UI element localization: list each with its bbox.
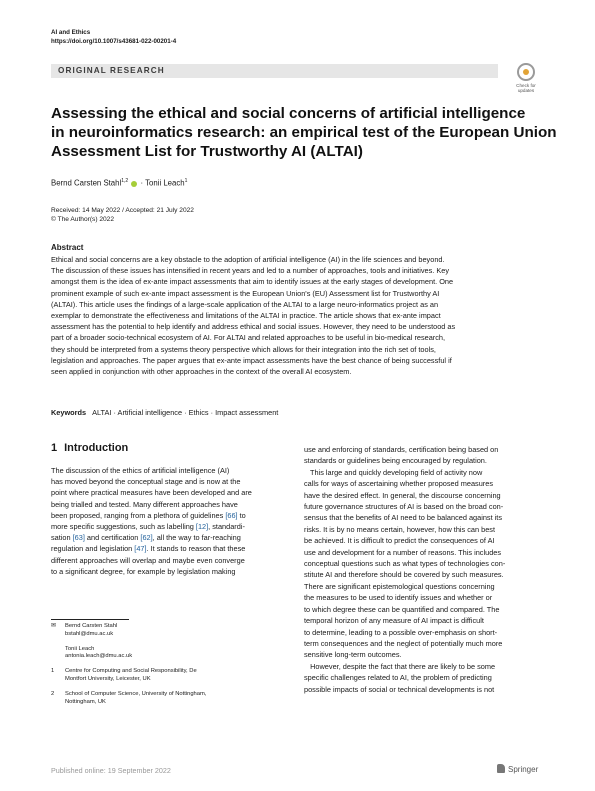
body-column-right — [304, 444, 546, 695]
body-line: temporal horizon of any measure of AI impact is difficult — [304, 616, 484, 626]
publisher-name: Springer — [508, 765, 539, 774]
published-date: Published online: 19 September 2022 — [51, 766, 171, 775]
body-line — [51, 487, 293, 498]
check-for-updates-badge[interactable] — [509, 63, 543, 99]
section-heading — [51, 442, 135, 454]
affiliation-number: 1 — [51, 668, 55, 675]
section-number: 1 — [51, 442, 58, 454]
affiliation-entry — [51, 691, 291, 707]
body-line — [51, 499, 293, 510]
body-line — [51, 465, 293, 476]
citation-link[interactable]: [12] — [195, 522, 209, 532]
received-accepted: Received: 14 May 2022 / Accepted: 21 July 2022 — [51, 207, 194, 214]
section-tag: ORIGINAL RESEARCH — [51, 64, 498, 78]
abstract-line: part of a broader socio-technical ecosystem of AI. For ALTAI and related approaches to be useful in bio-medical research, — [51, 333, 446, 343]
author-name[interactable]: Tonii Leach — [145, 178, 185, 188]
body-line: sensus that the benefits of AI need to be balanced against its — [304, 513, 503, 523]
copyright: © The Author(s) 2022 — [51, 215, 115, 223]
doi-link[interactable]: https://doi.org/10.1007/s43681-022-00201-4 — [51, 38, 177, 45]
affiliation-text: Centre for Computing and Social Responsibility, De — [65, 668, 197, 675]
body-text: , all the way to far-reaching — [152, 533, 241, 543]
abstract-line: (ALTAI). This article uses the findings of a large-scale application of the ALTAI to a large neuro-informatics project as an — [51, 299, 439, 309]
body-line — [51, 566, 293, 577]
body-text: more specific suggestions, such as labelling — [51, 522, 196, 532]
footnotes — [51, 623, 291, 706]
article-title — [51, 104, 557, 161]
body-text: being trialled and tested. Many different approaches have — [51, 499, 238, 509]
body-text: . It stands to reason that these — [146, 544, 246, 554]
body-line: the measures to be used to identify issues and whether or — [304, 593, 493, 603]
body-line: use and enforcing of standards, certification being based on — [304, 445, 499, 454]
citation-link[interactable]: [66] — [225, 510, 238, 520]
citation-link[interactable]: [47] — [134, 544, 147, 554]
title-line: Assessing the ethical and social concerns of artificial intelligence — [51, 105, 526, 122]
body-line: use and development for a number of reasons. This includes — [304, 547, 502, 557]
body-line: calls for ways of ascertaining whether proposed measures — [304, 479, 493, 489]
author-separator: · — [138, 178, 146, 188]
body-line: future governance structures of AI is based on the broad con- — [304, 502, 504, 512]
author-affiliation: 1,2 — [121, 178, 129, 184]
body-line: risks. It is by no means certain, however, how this can best — [304, 524, 496, 534]
abstract-line: exemplar to demonstrate the effectiveness and limitations of the ALTAI in practice. The article shows that ex-ante impact — [51, 311, 441, 321]
body-line: term consequences and the neglect of potentially much more — [304, 638, 503, 648]
footnote-divider — [51, 619, 129, 620]
abstract-line: amongst them is the idea of ex-ante impact assessments that aim to identify issues at the early stages of development. One — [51, 277, 454, 287]
abstract-body — [51, 254, 546, 377]
abstract-heading: Abstract — [51, 243, 84, 252]
abstract-line: legislation and approaches. The paper argues that ex-ante impact assessments have the best chance of being successful if — [51, 355, 452, 365]
title-line: Assessment List for Trustworthy AI (ALTAI) — [51, 143, 363, 160]
body-line: be achieved. It is difficult to predict the consequences of AI — [304, 536, 495, 546]
body-line: possible impacts of social or technical developments is not — [304, 684, 495, 694]
body-line: conceptual questions such as what types of technologies con- — [304, 559, 506, 569]
check-for-updates-label-2: updates — [517, 88, 535, 94]
abstract-line: prominent example of such ex-ante impact assessment is the European Union's (EU) Assessment list for Trustworthy AI — [51, 288, 440, 298]
body-line — [51, 510, 293, 521]
body-line — [51, 476, 293, 487]
keywords-label: Keywords — [51, 408, 87, 417]
check-for-updates-label: Check for — [516, 83, 536, 88]
body-column-left — [51, 465, 293, 577]
body-line: stitute AI and therefore should be covered by such measures. — [304, 570, 504, 580]
body-line: This large and quickly developing field of activity now — [304, 467, 483, 477]
contact-email[interactable]: bstahl@dmu.ac.uk — [65, 630, 114, 637]
check-for-updates-icon — [517, 63, 535, 81]
body-text: sation — [51, 533, 73, 543]
publisher-logo — [497, 764, 538, 774]
orcid-icon[interactable] — [131, 181, 137, 187]
keywords — [51, 408, 278, 417]
body-line: have the desired effect. In general, the discourse concerning — [304, 490, 501, 500]
title-line: in neuroinformatics research: an empirical test of the European Union — [51, 124, 557, 141]
body-text: The discussion of the ethics of artificial intelligence (AI) — [51, 466, 230, 475]
citation-link[interactable]: [62] — [140, 533, 153, 543]
abstract-line: Ethical and social concerns are a key obstacle to the adoption of artificial intelligence (AI) in the life sciences and beyond. — [51, 255, 445, 264]
mail-icon: ✉ — [51, 623, 56, 629]
body-line: to which degree these can be quantified and compared. The — [304, 604, 500, 614]
body-text: , standardi- — [208, 522, 245, 532]
contact-name: Tonii Leach — [65, 645, 95, 652]
section-title: Introduction — [64, 442, 129, 454]
contact-name: Bernd Carsten Stahl — [65, 623, 118, 629]
abstract-line: The discussion of these issues has intensified in recent years and led to a number of approaches, tools and initiatives. Key — [51, 266, 450, 276]
body-text: point where practical measures have been developed and are — [51, 488, 252, 498]
journal-name: AI and Ethics — [51, 29, 91, 36]
author-list — [51, 178, 187, 188]
keywords-text: ALTAI · Artificial intelligence · Ethics · Impact assessment — [92, 408, 279, 417]
abstract-line: assessment has the potential to help identify and address ethical and social issues. However, they need to be understood as — [51, 322, 456, 332]
contact-email[interactable]: antonia.leach@dmu.ac.uk — [65, 653, 133, 660]
author-name[interactable]: Bernd Carsten Stahl — [51, 178, 122, 188]
body-line: to determine, leading to a possible over-emphasis on short- — [304, 627, 498, 637]
body-text: and certification — [84, 533, 141, 543]
citation-link[interactable]: [63] — [72, 533, 85, 543]
affiliation-text: Montfort University, Leicester, UK — [65, 675, 151, 682]
affiliation-number: 2 — [51, 690, 55, 697]
body-line — [51, 543, 293, 554]
affiliation-text: School of Computer Science, University of Nottingham, — [65, 690, 207, 697]
body-line — [51, 555, 293, 566]
body-line: standards or guidelines being encouraged by regulation. — [304, 456, 487, 466]
journal-header — [51, 28, 176, 46]
article-dates — [51, 207, 194, 224]
contact-entry — [51, 623, 291, 639]
affiliation-text: Nottingham, UK — [65, 698, 106, 705]
body-text: regulation and legislation — [51, 544, 135, 554]
body-line: There are significant epistemological questions concerning — [304, 581, 495, 591]
springer-horse-icon — [497, 764, 505, 773]
body-line: sensitive long-term outcomes. — [304, 650, 402, 660]
author-affiliation: 1 — [184, 178, 188, 184]
body-text: to a significant degree, for example by legislation making — [51, 566, 236, 576]
body-text: to — [237, 510, 246, 520]
body-text: different approaches will overlap and maybe even converge — [51, 555, 245, 565]
body-line: specific challenges related to AI, the problem of predicting — [304, 673, 492, 683]
abstract-line: they should be interpreted from a systems theory perspective which allows for their integration into the rich set of tools, — [51, 344, 436, 354]
body-text: been proposed, ranging from a plethora of guidelines — [51, 510, 226, 520]
body-text: has moved beyond the conceptual stage and is now at the — [51, 477, 241, 487]
body-line: However, despite the fact that there are likely to be some — [304, 661, 496, 671]
abstract-line: seen applied in conjunction with other approaches in the context of the overall AI ecosystem. — [51, 367, 352, 377]
body-line — [51, 521, 293, 532]
contact-entry — [51, 646, 291, 662]
affiliation-entry — [51, 668, 291, 684]
body-line — [51, 532, 293, 543]
